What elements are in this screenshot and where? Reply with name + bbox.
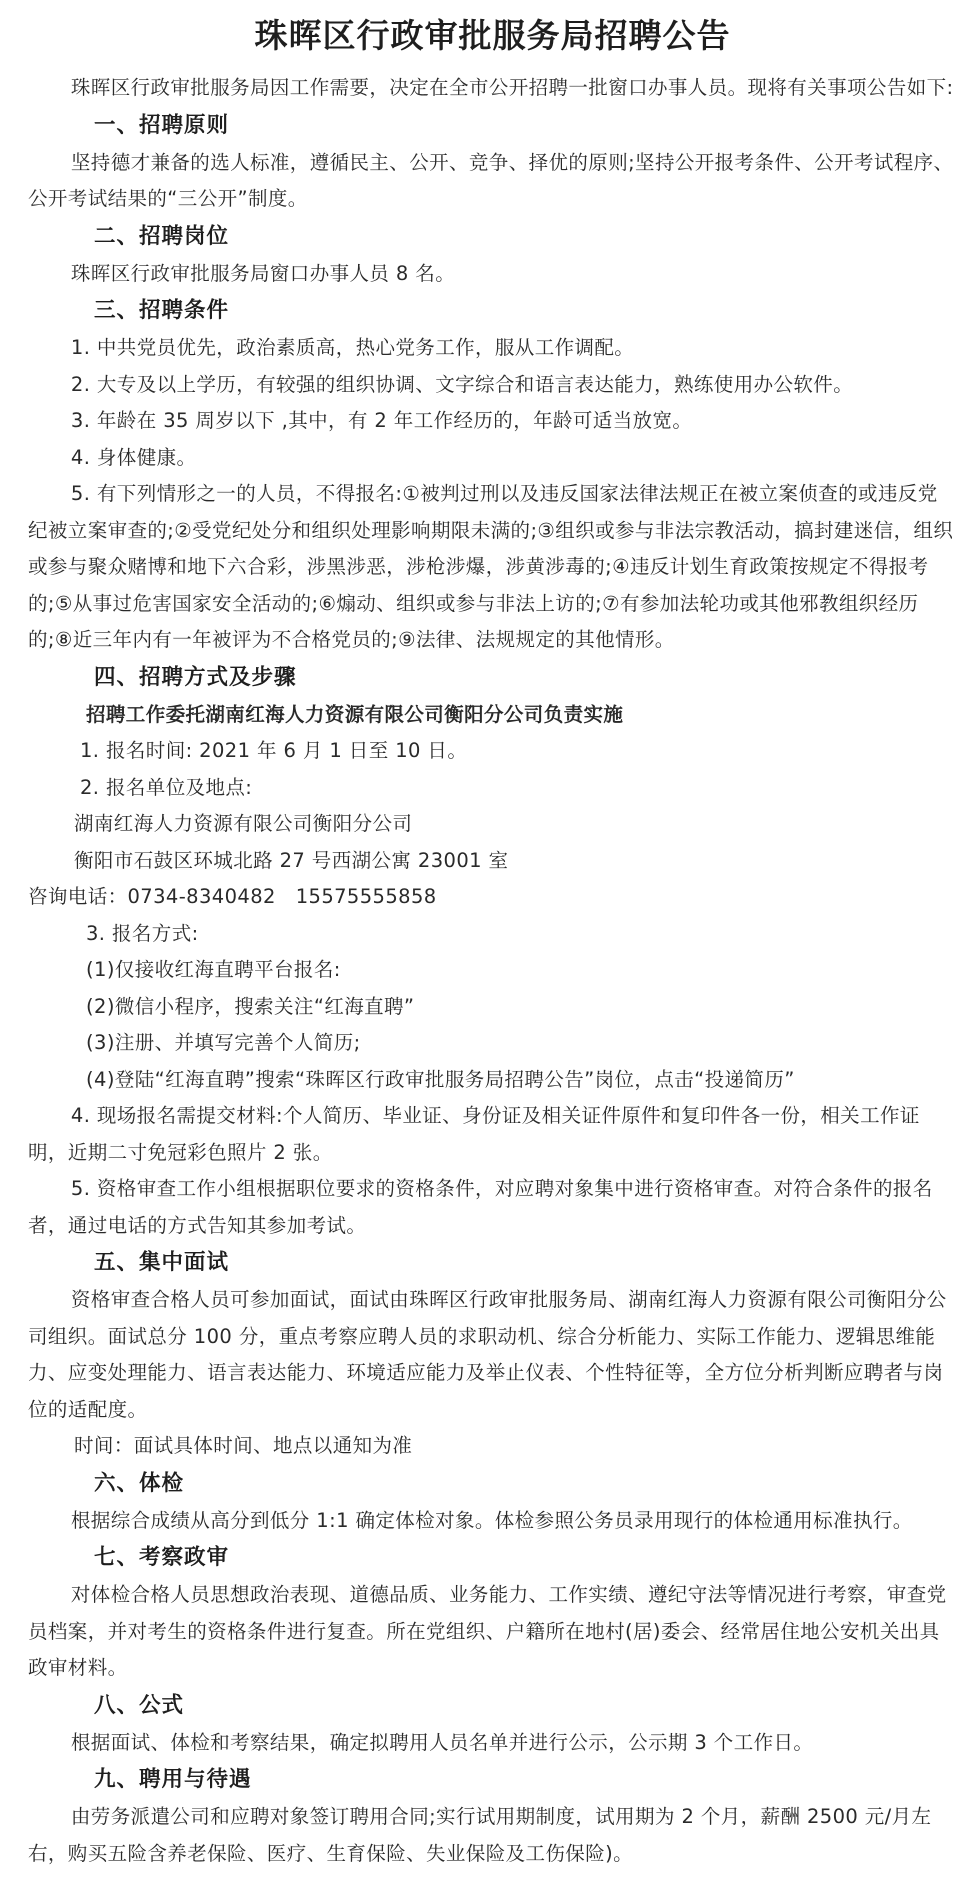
required-materials: 4. 现场报名需提交材料:个人简历、毕业证、身份证及相关证件原件和复印件各一份，相关工作证明，近期二寸免冠彩色照片 2 张。 [28,1104,920,1164]
section-heading-principles: 一、招聘原则 [94,112,230,138]
qualification-review: 5. 资格审查工作小组根据职位要求的资格条件，对应聘对象集中进行资格审查。对符合条件的报名者，通过电话的方式告知其参加考试。 [28,1177,933,1237]
section-heading-conditions: 三、招聘条件 [94,298,230,323]
registration-method-item: (2)微信小程序，搜索关注“红海直聘” [86,994,415,1018]
registration-company: 湖南红海人力资源有限公司衡阳分公司 [74,812,413,835]
condition-item: 3. 年龄在 35 周岁以下 ,其中，有 2 年工作经历的，年龄可适当放宽。 [70,409,693,432]
process-lead: 招聘工作委托湖南红海人力资源有限公司衡阳分公司负责实施 [86,702,624,726]
condition-item: 4. 身体健康。 [70,445,197,469]
medical-text: 根据综合成绩从高分到低分 1:1 确定体检对象。体检参照公务员录用现行的体检通用标准执行。 [70,1508,913,1532]
registration-method-label: 3. 报名方式: [86,921,199,945]
condition-item: 5. 有下列情形之一的人员，不得报名:①被判过刑以及违反国家法律法规正在被立案侦查的或违反党纪被立案审查的;②受党纪处分和组织处理影响期限未满的;③组织或参与非法宗教活动，搞封建迷信，组织或参与聚众赌博和地下六合彩，涉黑涉恶，涉枪涉爆，涉黄涉毒的;④违反计划生育政策按规定不得报考的;⑤从事过危害国家安全活动的;⑥煽动、组织或参与非法上访的;⑦有参加法轮功或其他邪教组织经历的;⑧近三年内有一年被评为不合格党员的;⑨法律、法规规定的其他情形。 [28,482,954,651]
registration-method-item: (3)注册、并填写完善个人简历; [86,1031,361,1054]
page-title: 珠晖区行政审批服务局招聘公告 [254,16,731,55]
intro-paragraph: 珠晖区行政审批服务局因工作需要，决定在全市公开招聘一批窗口办事人员。现将有关事项公告如下: [70,76,954,99]
contact-phone: 咨询电话：0734-8340482 15575555858 [28,885,437,908]
registration-place-label: 2. 报名单位及地点: [80,775,253,799]
condition-item: 1. 中共党员优先，政治素质高，热心党务工作，服从工作调配。 [70,336,635,359]
registration-time: 1. 报名时间: 2021 年 6 月 1 日至 10 日。 [80,739,468,762]
section-heading-medical: 六、体检 [94,1470,185,1496]
section-heading-publicity: 八、公式 [94,1692,185,1718]
registration-method-item: (1)仅接收红海直聘平台报名: [86,958,341,981]
section-heading-interview: 五、集中面试 [94,1250,230,1275]
section-heading-review: 七、考察政审 [94,1545,230,1570]
interview-text: 资格审查合格人员可参加面试，面试由珠晖区行政审批服务局、湖南红海人力资源有限公司衡阳分公司组织。面试总分 100 分，重点考察应聘人员的求职动机、综合分析能力、实际工作能力、逻辑思维能力、应变处理能力、语言表达能力、环境适应能力及举止仪表、个性特征等，全方位分析判断应聘者与岗位的适配度。 [28,1288,947,1421]
section-heading-process: 四、招聘方式及步骤 [94,664,297,690]
section-heading-employment: 九、聘用与待遇 [94,1767,252,1792]
positions-text: 珠晖区行政审批服务局窗口办事人员 8 名。 [70,261,456,285]
condition-item: 2. 大专及以上学历，有较强的组织协调、文字综合和语言表达能力，熟练使用办公软件。 [70,372,854,396]
review-text: 对体检合格人员思想政治表现、道德品质、业务能力、工作实绩、遵纪守法等情况进行考察，审查党员档案，并对考生的资格条件进行复查。所在党组织、户籍所在地村(居)委会、经常居住地公安机关出具政审材料。 [28,1583,947,1679]
registration-address: 衡阳市石鼓区环城北路 27 号西湖公寓 23001 室 [74,848,509,872]
registration-method-item: (4)登陆“红海直聘”搜索“珠晖区行政审批服务局招聘公告”岗位，点击“投递简历” [86,1067,795,1091]
section-heading-positions: 二、招聘岗位 [94,223,230,249]
employment-text: 由劳务派遣公司和应聘对象签订聘用合同;实行试用期制度，试用期为 2 个月，薪酬 2500 元/月左右，购买五险含养老保险、医疗、生育保险、失业保险及工伤保险)。 [28,1805,932,1865]
principles-text: 坚持德才兼备的选人标准，遵循民主、公开、竞争、择优的原则;坚持公开报考条件、公开考试程序、公开考试结果的“三公开”制度。 [28,150,954,210]
interview-time: 时间：面试具体时间、地点以通知为准 [74,1434,413,1457]
publicity-text: 根据面试、体检和考察结果，确定拟聘用人员名单并进行公示，公示期 3 个工作日。 [70,1730,814,1754]
